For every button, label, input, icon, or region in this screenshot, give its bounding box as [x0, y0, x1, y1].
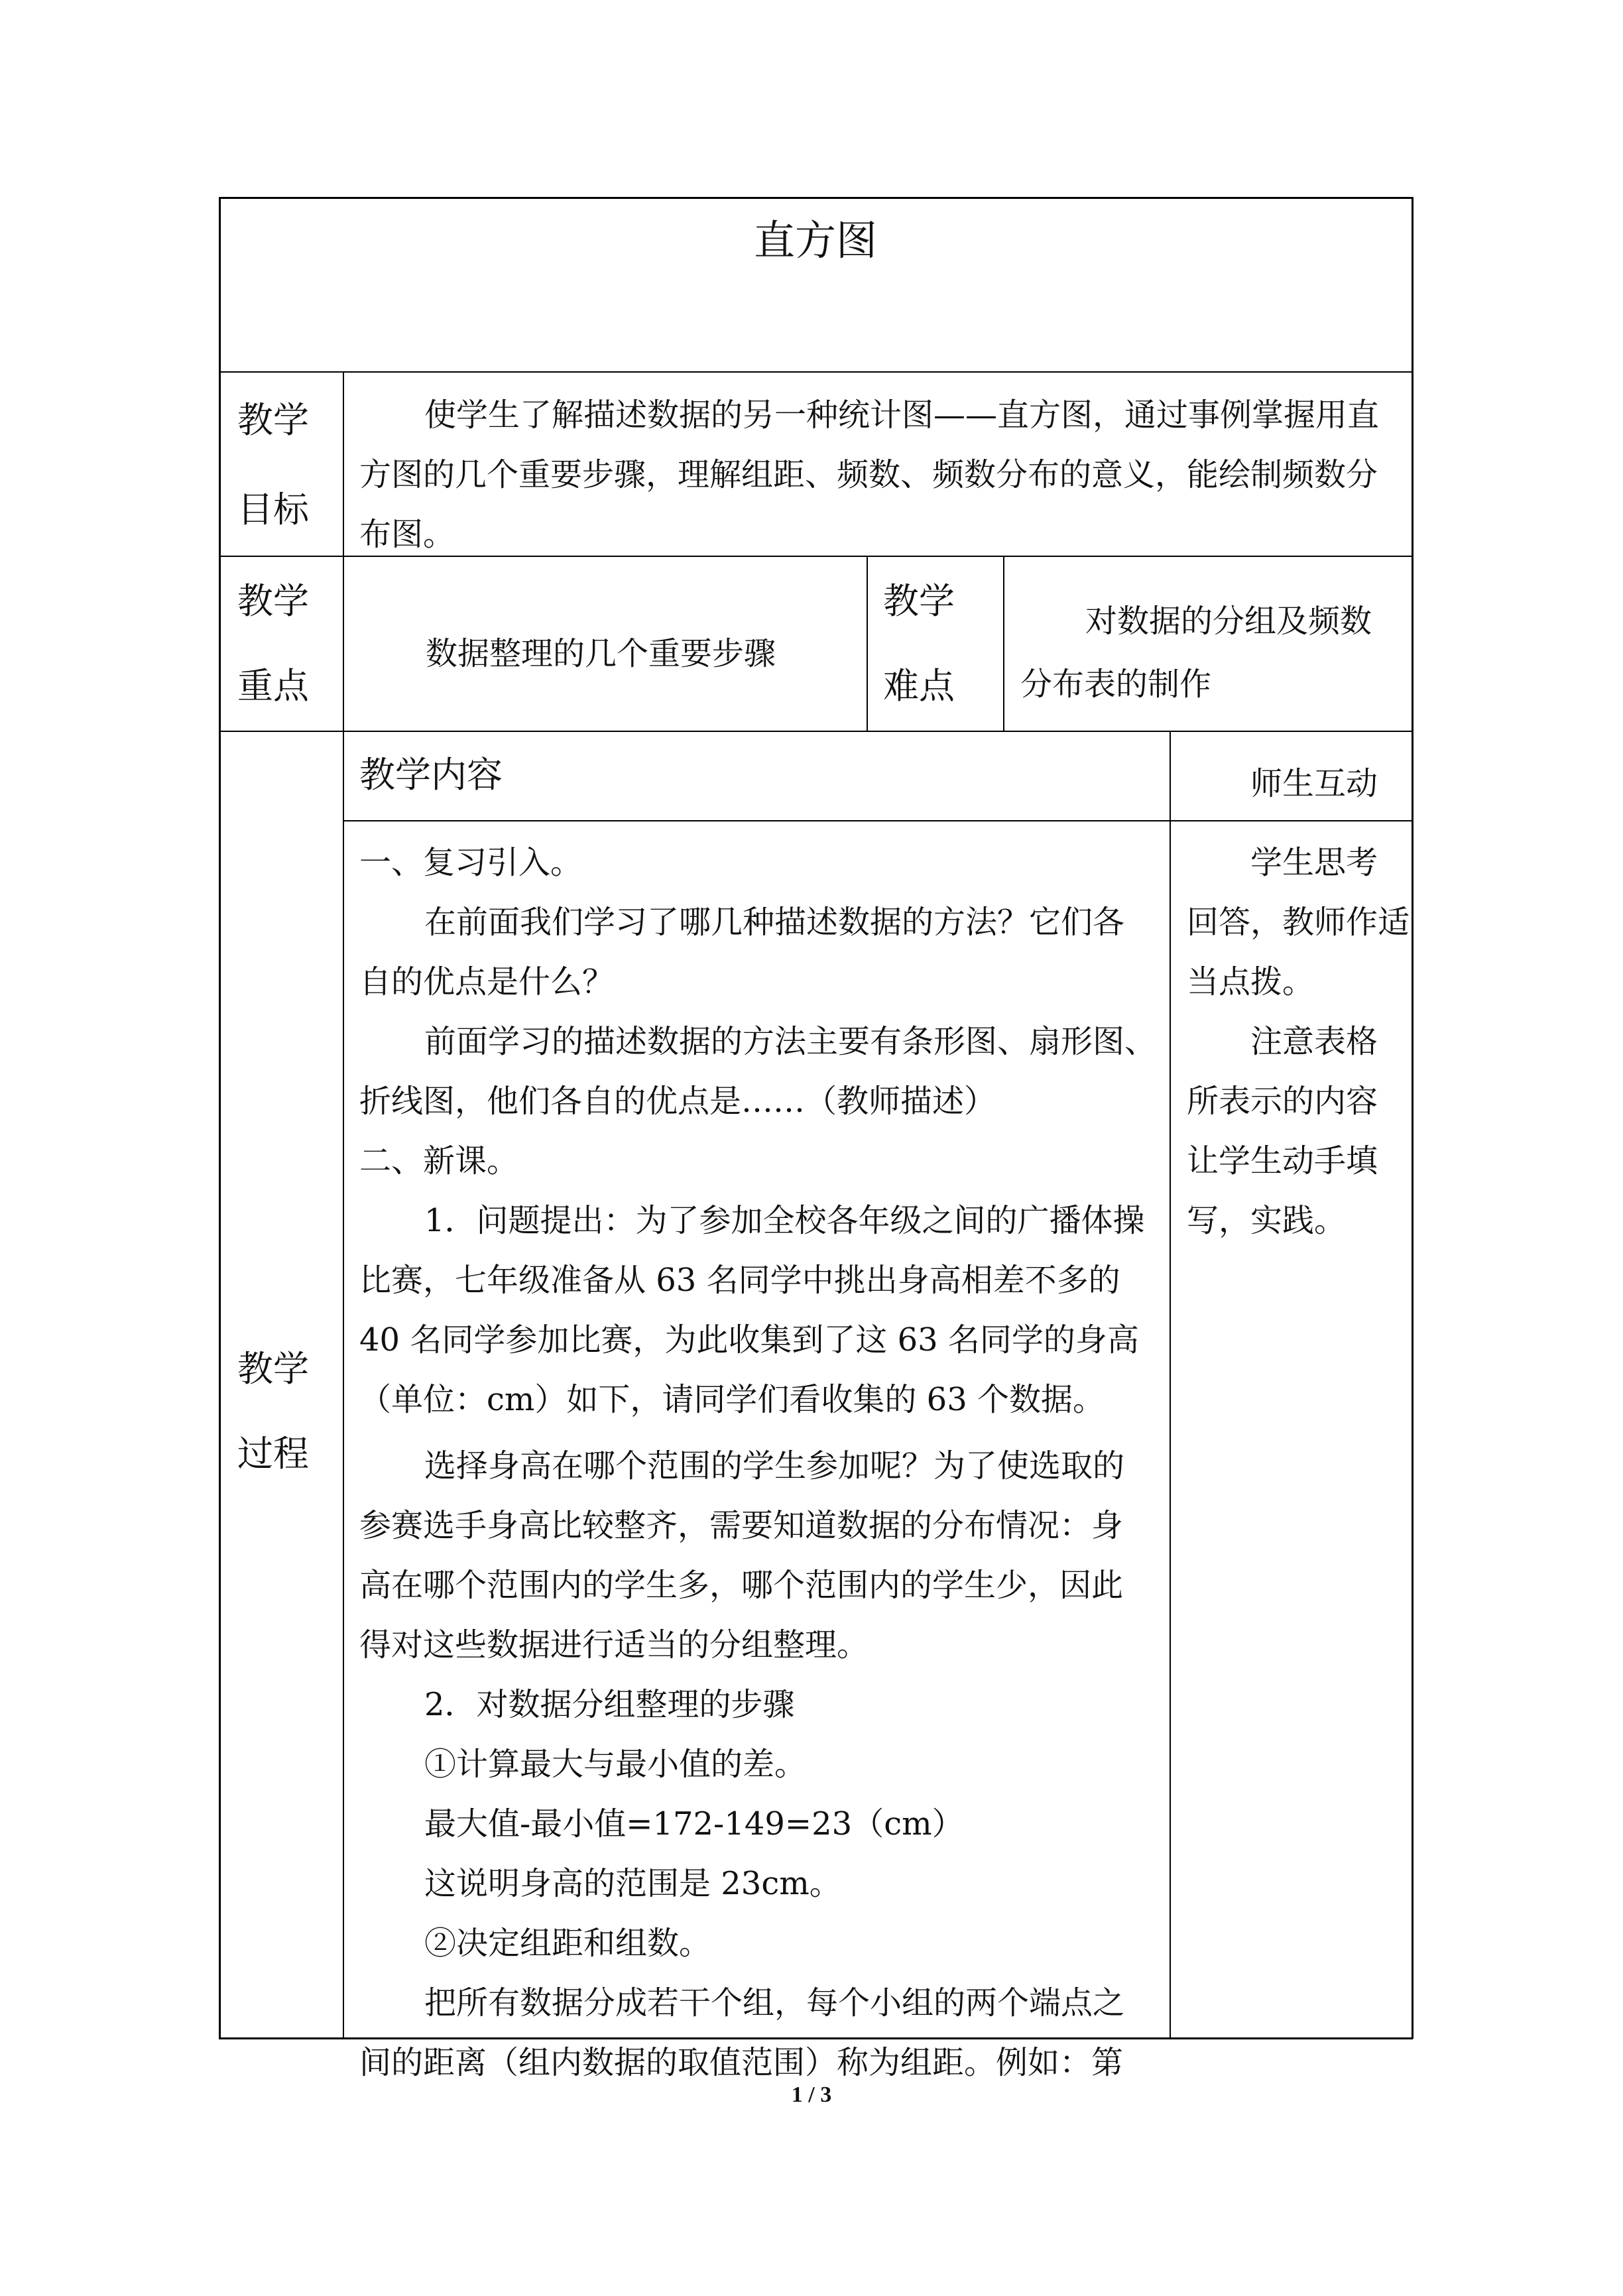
content-line: 在前面我们学习了哪几种描述数据的方法？它们各 — [424, 904, 1125, 941]
content-line: 比赛，七年级准备从 63 名同学中挑出身高相差不多的 — [359, 1262, 1120, 1299]
content-line: ②决定组距和组数。 — [424, 1925, 711, 1962]
content-line: 40 名同学参加比赛，为此收集到了这 63 名同学的身高 — [359, 1321, 1139, 1359]
difficulty-text-line-1: 对数据的分组及频数 — [1085, 603, 1372, 640]
table-right-border — [1412, 197, 1413, 2039]
difficulty-label-line-1: 教学 — [883, 580, 955, 622]
page-number: 1 / 3 — [791, 2083, 832, 2107]
keypoint-text: 数据整理的几个重要步骤 — [426, 635, 776, 672]
content-line: 参赛选手身高比较整齐，需要知道数据的分布情况：身 — [359, 1507, 1124, 1544]
content-line: 2．对数据分组整理的步骤 — [424, 1686, 795, 1723]
content-line: 二、新课。 — [359, 1142, 519, 1179]
content-line: 一、复习引入。 — [359, 844, 583, 881]
interaction-line: 当点拨。 — [1187, 963, 1315, 1000]
objective-text-line-2: 方图的几个重要步骤，理解组距、频数、频数分布的意义，能绘制频数分 — [359, 456, 1378, 493]
interaction-line: 回答，教师作适 — [1187, 904, 1410, 941]
content-line: ①计算最大与最小值的差。 — [424, 1746, 807, 1783]
objective-text-line-1: 使学生了解描述数据的另一种统计图——直方图，通过事例掌握用直 — [424, 396, 1380, 434]
rule-title-bottom — [219, 371, 1413, 373]
content-line: 最大值-最小值=172-149=23（cm） — [424, 1805, 964, 1843]
keypoint-label-line-2: 重点 — [237, 665, 309, 707]
objective-label-line-1: 教学 — [237, 399, 309, 441]
rule-keypoint-bottom — [219, 731, 1413, 732]
process-label-line-1: 教学 — [237, 1348, 309, 1390]
interaction-line: 所表示的内容 — [1187, 1083, 1378, 1120]
rule-interaction-column — [1170, 731, 1171, 2038]
rule-process-header-bottom — [343, 820, 1413, 821]
difficulty-label-line-2: 难点 — [883, 665, 955, 707]
interaction-header: 师生互动 — [1250, 765, 1378, 802]
content-line: 把所有数据分成若干个组，每个小组的两个端点之 — [424, 1984, 1125, 2022]
content-line: 这说明身高的范围是 23cm。 — [424, 1865, 841, 1902]
rule-objective-bottom — [219, 556, 1413, 557]
rule-difficulty-label-left — [867, 556, 868, 731]
content-line: 选择身高在哪个范围的学生参加呢？为了使选取的 — [424, 1447, 1125, 1484]
table-bottom-border — [219, 2037, 1413, 2039]
table-left-border — [219, 197, 221, 2039]
content-header: 教学内容 — [359, 754, 503, 796]
difficulty-text-line-2: 分布表的制作 — [1020, 666, 1212, 703]
rule-difficulty-label-right — [1003, 556, 1004, 731]
keypoint-label-line-1: 教学 — [237, 580, 309, 622]
content-line: 间的距离（组内数据的取值范围）称为组距。例如：第 — [359, 2044, 1124, 2081]
rule-label-column — [343, 371, 344, 2038]
content-line: 自的优点是什么？ — [359, 963, 615, 1000]
table-top-border — [219, 197, 1413, 199]
content-line: 前面学习的描述数据的方法主要有条形图、扇形图、 — [424, 1023, 1157, 1060]
content-line: （单位：cm）如下，请同学们看收集的 63 个数据。 — [359, 1381, 1105, 1418]
interaction-line: 让学生动手填 — [1187, 1142, 1378, 1179]
content-line: 折线图，他们各自的优点是……（教师描述） — [359, 1083, 996, 1120]
page-title: 直方图 — [753, 216, 877, 265]
interaction-line: 学生思考 — [1250, 844, 1378, 881]
interaction-line: 写，实践。 — [1187, 1202, 1347, 1239]
process-label-line-2: 过程 — [237, 1433, 309, 1475]
objective-label-line-2: 目标 — [237, 489, 309, 530]
content-line: 得对这些数据进行适当的分组整理。 — [359, 1626, 869, 1663]
content-line: 高在哪个范围内的学生多，哪个范围内的学生少，因此 — [359, 1567, 1124, 1604]
interaction-line: 注意表格 — [1250, 1023, 1378, 1060]
objective-text-line-3: 布图。 — [359, 516, 455, 553]
content-line: 1．问题提出：为了参加全校各年级之间的广播体操 — [424, 1202, 1145, 1239]
